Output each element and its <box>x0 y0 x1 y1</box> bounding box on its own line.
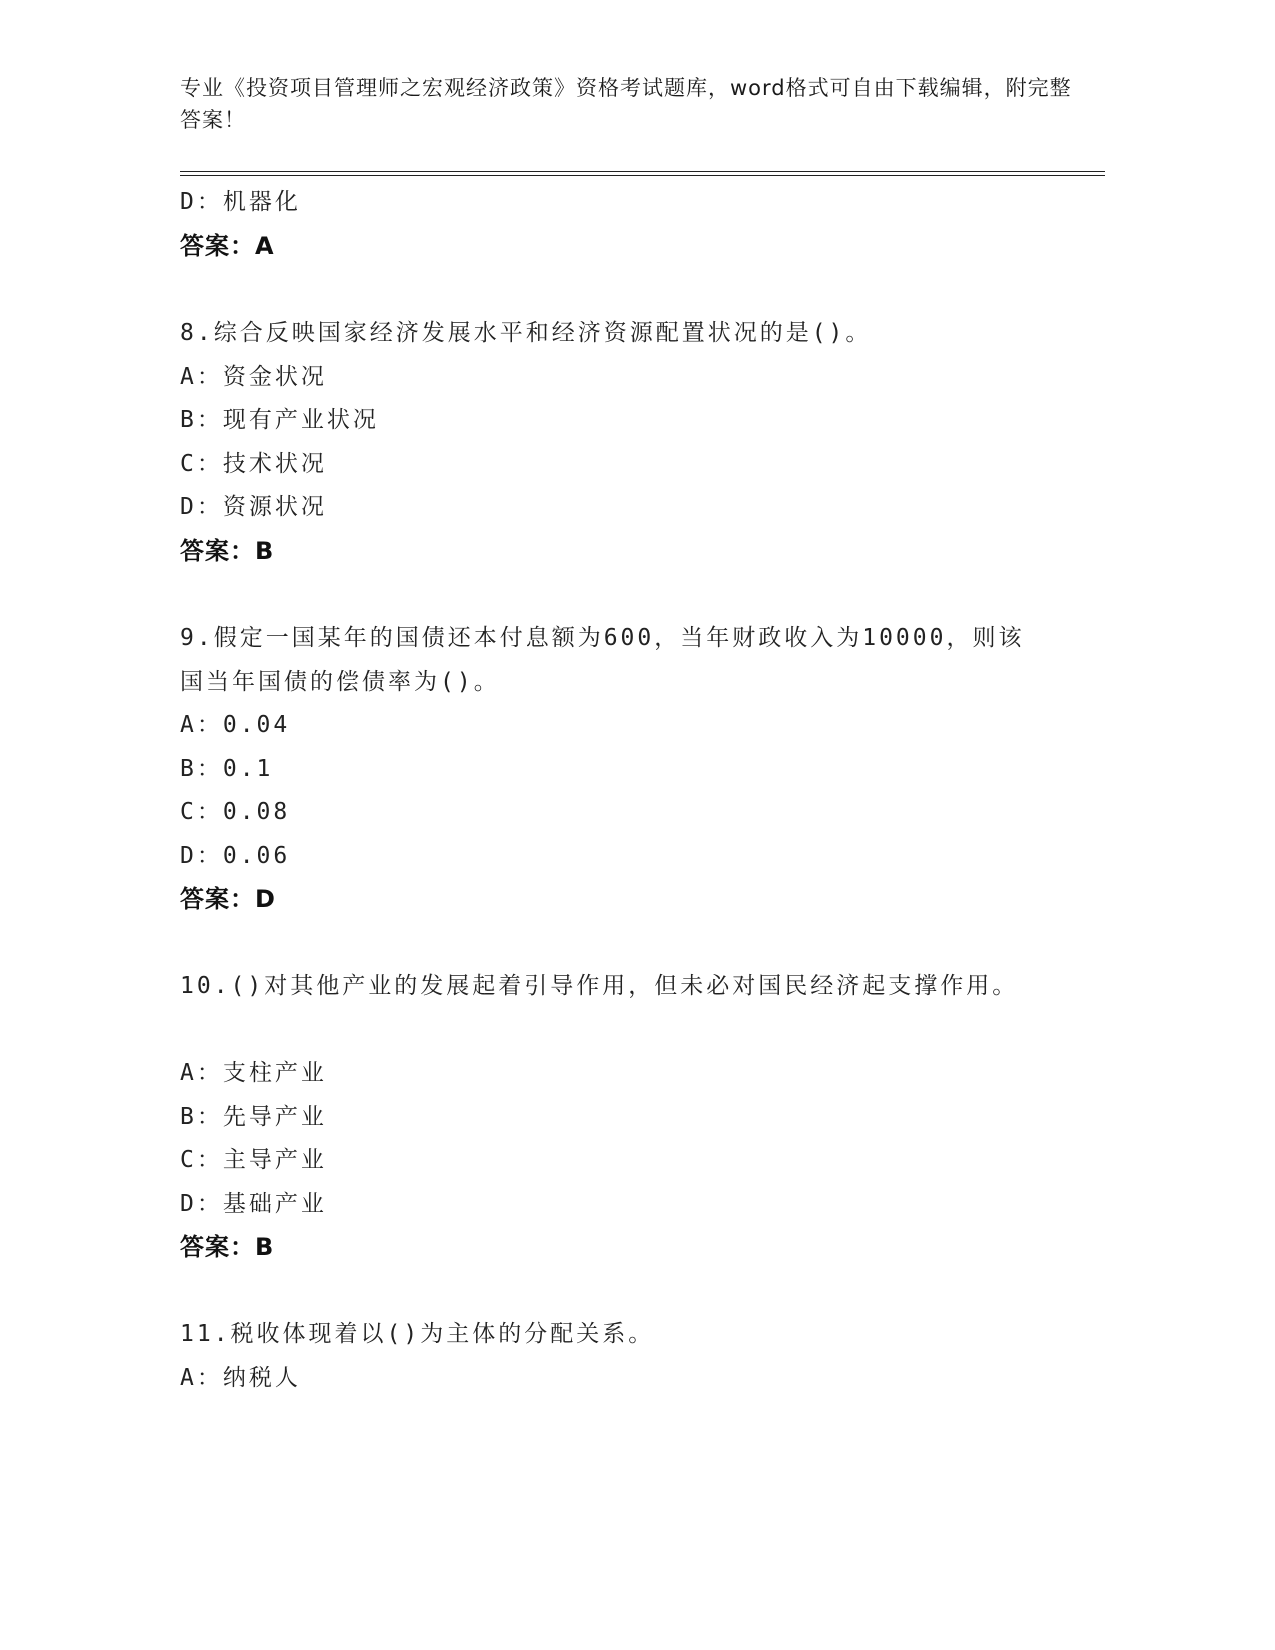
q10-stem: 10.()对其他产业的发展起着引导作用，但未必对国民经济起支撑作用。 <box>180 973 1019 999</box>
q9-option-c: C：0.08 <box>180 799 291 825</box>
document-header: 专业《投资项目管理师之宏观经济政策》资格考试题库，word格式可自由下载编辑，附完整答案！ <box>180 76 1072 132</box>
q8-answer: 答案：B <box>180 537 275 565</box>
q9-option-d: D：0.06 <box>180 843 291 869</box>
q8-option-a: A：资金状况 <box>180 364 327 390</box>
q10-answer: 答案：B <box>180 1233 275 1261</box>
q9-option-b: B：0.1 <box>180 756 274 782</box>
q10-option-a: A：支柱产业 <box>180 1060 327 1086</box>
q11-option-a: A：纳税人 <box>180 1365 301 1391</box>
q9-stem: 9.假定一国某年的国债还本付息额为600，当年财政收入为10000，则该国当年国债的偿债率为()。 <box>180 625 1025 695</box>
q10-option-c: C：主导产业 <box>180 1147 327 1173</box>
q8-stem: 8.综合反映国家经济发展水平和经济资源配置状况的是()。 <box>180 320 872 346</box>
q9-option-a: A：0.04 <box>180 712 291 738</box>
q10-option-b: B：先导产业 <box>180 1104 327 1130</box>
q9-answer: 答案：D <box>180 885 276 913</box>
header-rule-top <box>180 171 1105 172</box>
q8-option-b: B：现有产业状况 <box>180 407 379 433</box>
q10-option-d: D：基础产业 <box>180 1191 327 1217</box>
q8-option-c: C：技术状况 <box>180 451 327 477</box>
prev-answer: 答案：A <box>180 232 275 260</box>
prev-option-d: D：机器化 <box>180 189 301 215</box>
header-rule-bottom <box>180 175 1105 176</box>
q8-option-d: D：资源状况 <box>180 494 327 520</box>
q11-stem: 11.税收体现着以()为主体的分配关系。 <box>180 1321 655 1347</box>
